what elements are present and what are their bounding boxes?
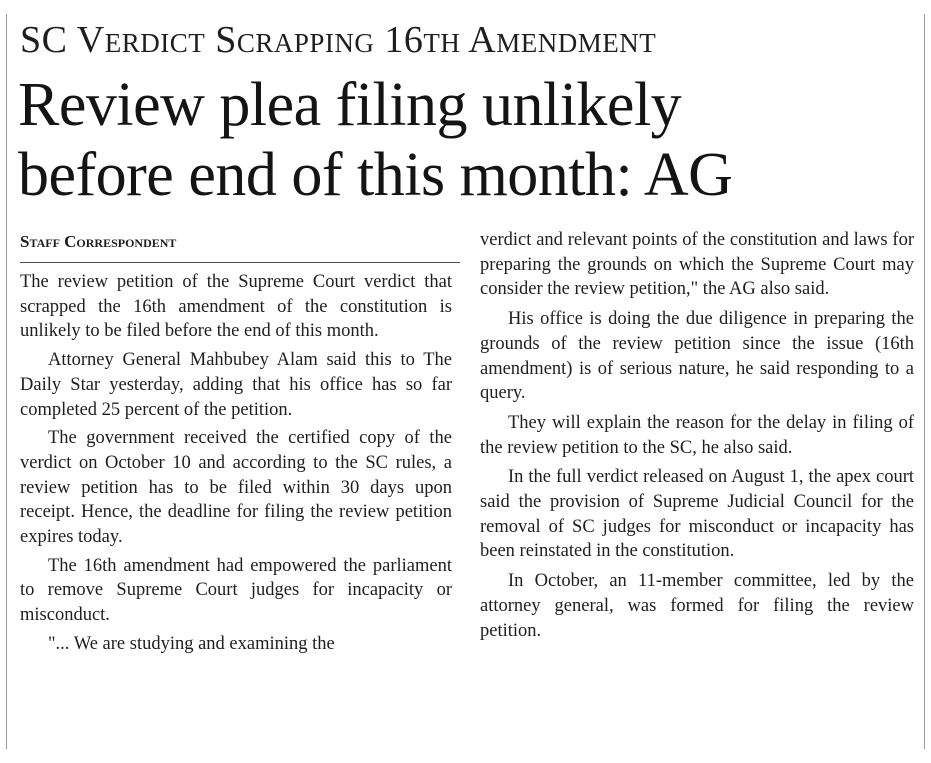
paragraph: His office is doing the due diligence in preparing the grounds of the review petition since the issue (16th amendment) is of serious nature, he said responding to a query. — [480, 309, 914, 404]
main-headline — [18, 70, 918, 210]
article-column-right — [480, 228, 914, 643]
article-column-left — [20, 270, 452, 657]
byline-divider — [20, 262, 460, 263]
headline-line: Review plea filing unlikely — [18, 71, 682, 139]
paragraph: The review petition of the Supreme Court verdict that scrapped the 16th amendment of the constitution is unlikely to be filed before the end of this month. — [20, 272, 452, 342]
paragraph: They will explain the reason for the delay in filing of the review petition to the SC, he also said. — [480, 412, 914, 458]
headline-line: before end of this month: AG — [18, 141, 733, 209]
paragraph: In October, an 11-member committee, led by the attorney general, was formed for filing the review petition. — [480, 571, 914, 641]
paragraph: verdict and relevant points of the constitution and laws for preparing the grounds on which the Supreme Court may consider the review petition," the AG also said. — [480, 230, 914, 300]
paragraph: The 16th amendment had empowered the parliament to remove Supreme Court judges for incapacity or misconduct. — [20, 555, 452, 626]
left-column-rule — [6, 14, 7, 749]
paragraph: "... We are studying and examining the — [48, 633, 335, 654]
right-column-rule — [924, 14, 925, 749]
paragraph: The government received the certified copy of the verdict on October 10 and according to the SC rules, a review petition has to be filed within 30 days upon receipt. Hence, the deadline for filing the review petition expires today. — [20, 428, 452, 548]
paragraph: Attorney General Mahbubey Alam said this to The Daily Star yesterday, adding that his office has so far completed 25 percent of the petition. — [20, 350, 452, 420]
paragraph: In the full verdict released on August 1, the apex court said the provision of Supreme Judicial Council for the removal of SC judges for misconduct or incapacity has been reinstated in the constitution. — [480, 467, 914, 562]
byline: Staff Correspondent — [20, 232, 177, 251]
kicker-headline: SC Verdict Scrapping 16th Amendment — [20, 19, 657, 61]
